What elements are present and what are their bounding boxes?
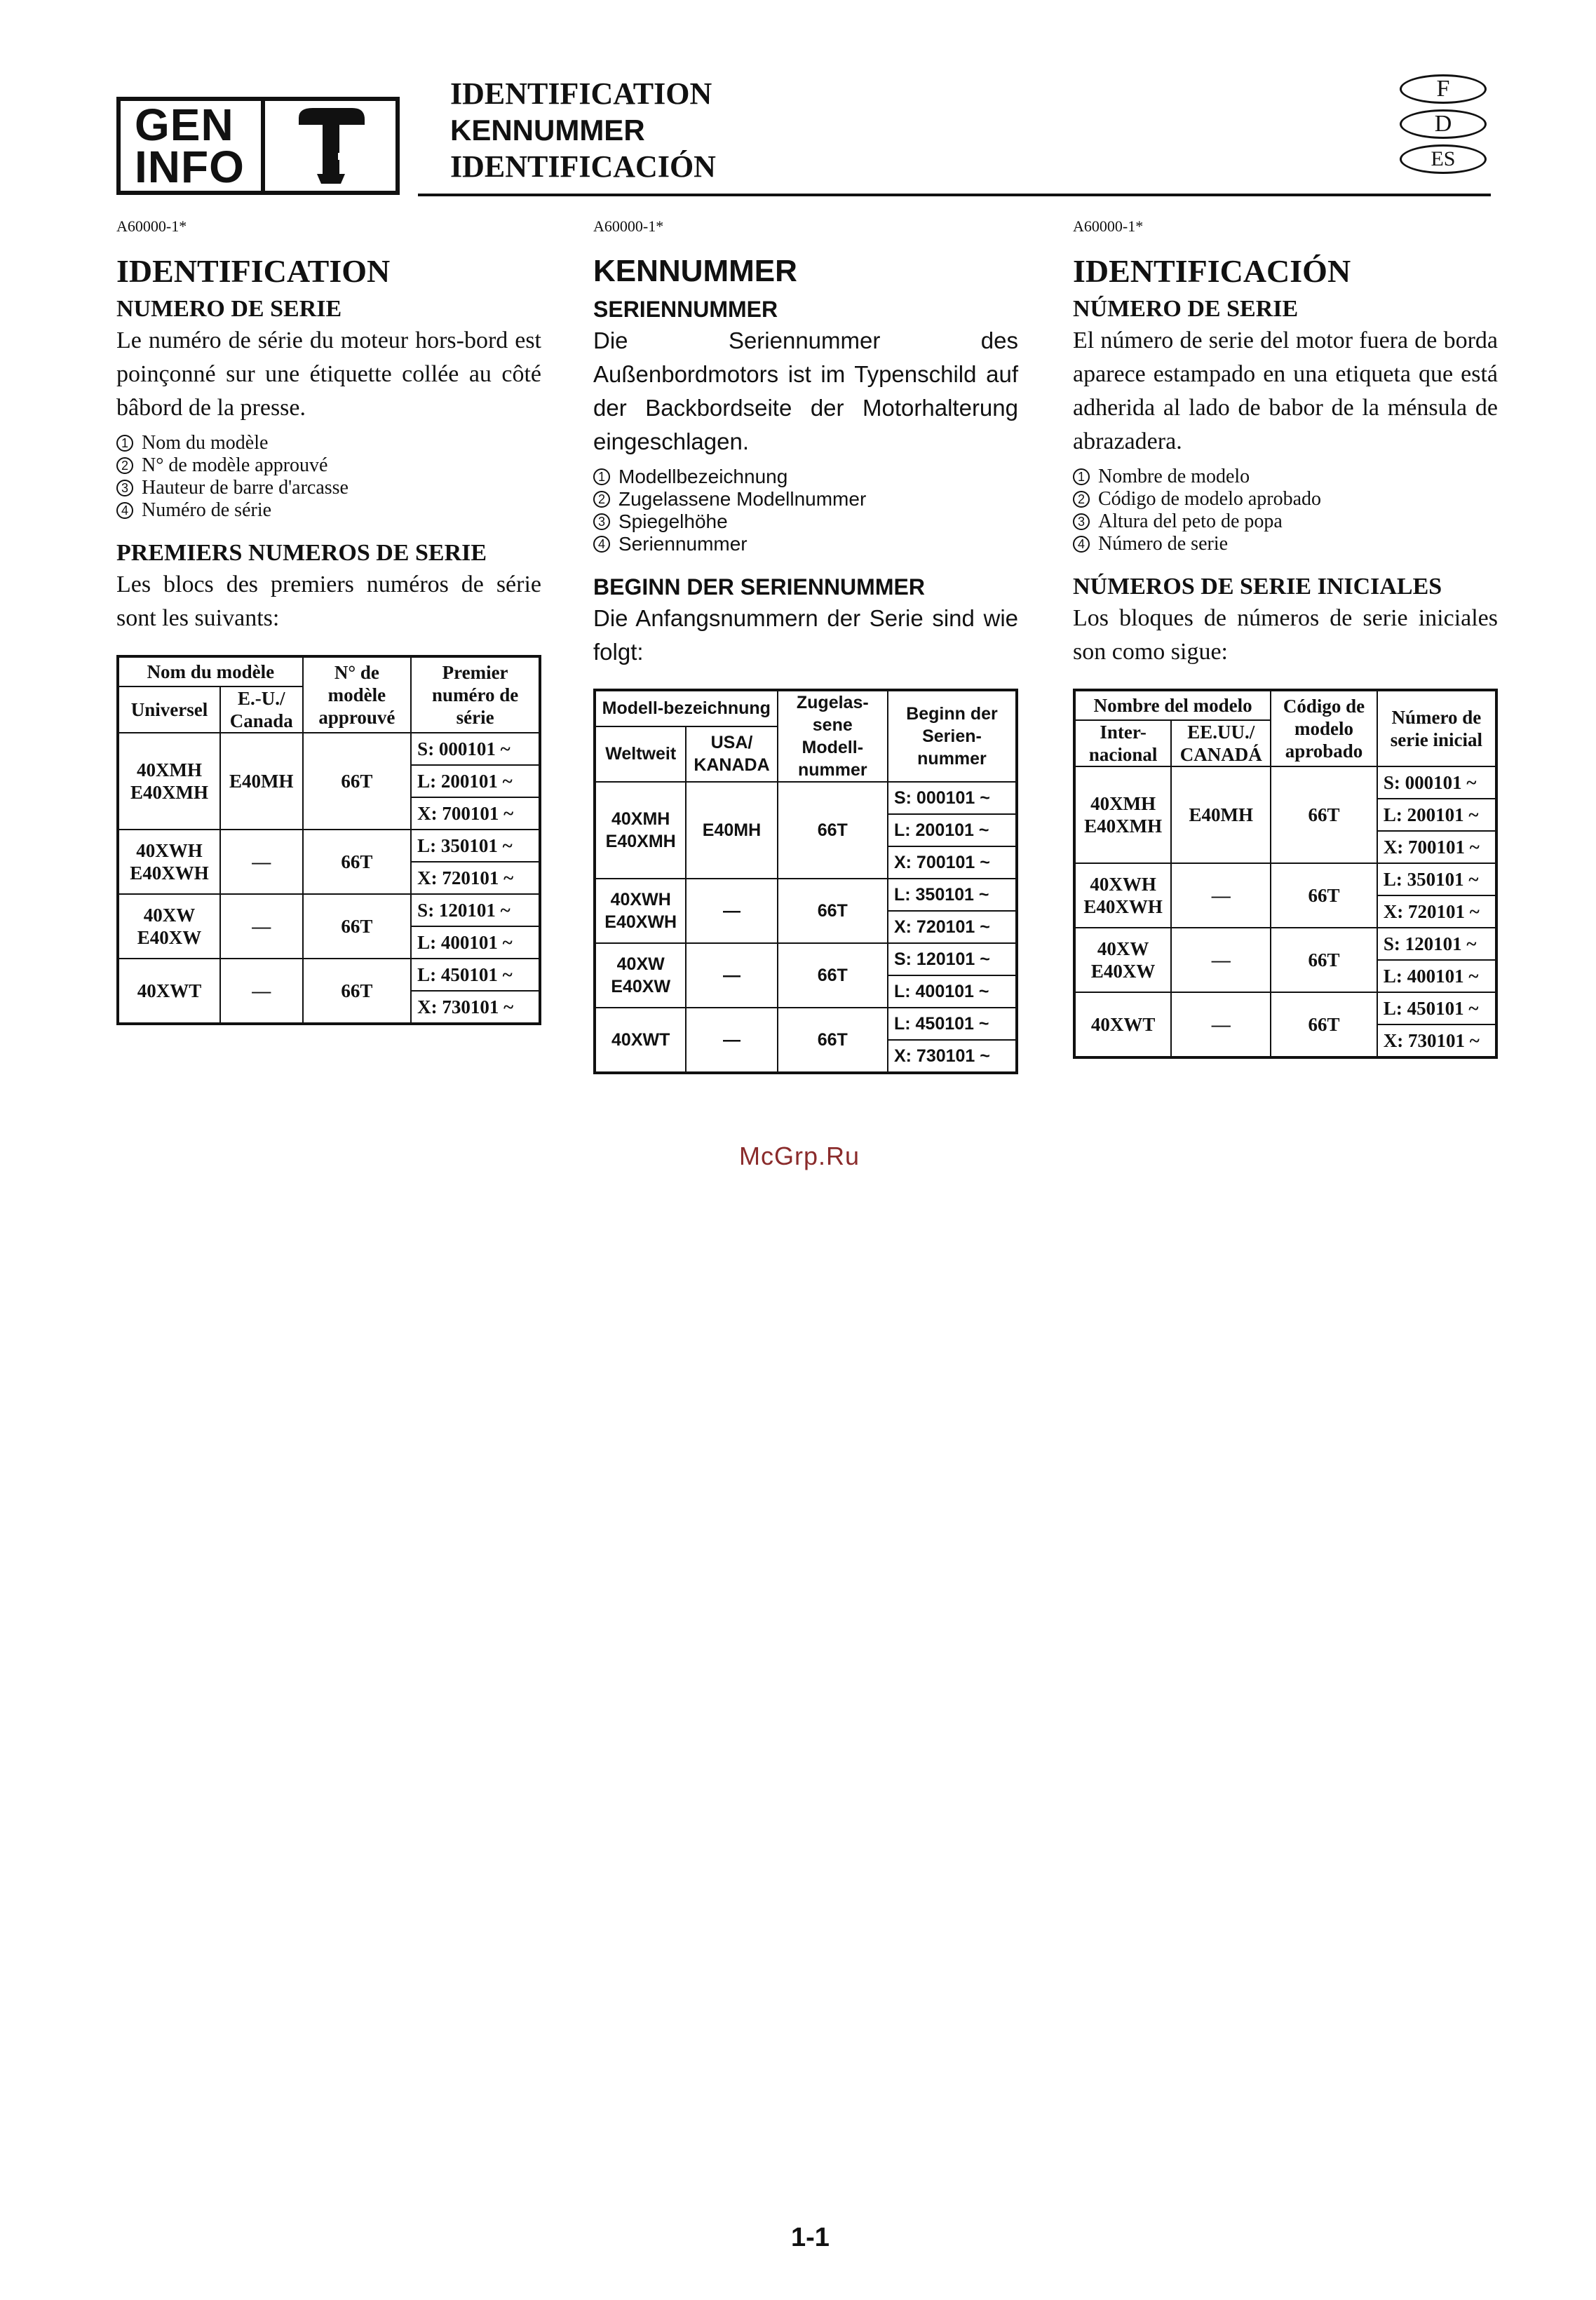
list-item: 3 Spiegelhöhe <box>593 510 1018 533</box>
badge-line-2: INFO <box>135 142 245 192</box>
cell-region-model: — <box>686 1008 777 1073</box>
cell-serial-number: S: 000101 ~ <box>1377 766 1496 799</box>
table-header-region: E.-U./ Canada <box>220 686 303 733</box>
table-row <box>595 782 1017 814</box>
table-header-universal: Universel <box>118 686 220 733</box>
cell-serial-number: X: 720101 ~ <box>411 862 540 894</box>
table-row <box>118 733 540 765</box>
section-title: IDENTIFICATION <box>116 253 391 289</box>
serial-table <box>593 689 1018 1074</box>
gen-info-badge <box>116 97 400 195</box>
cell-serial-number: X: 700101 ~ <box>888 846 1017 879</box>
cell-region-model: E40MH <box>1171 766 1271 863</box>
column-spanish <box>1073 217 1498 1059</box>
table-header-approved: Código de modelo aprobado <box>1271 690 1377 766</box>
cell-serial-number: X: 720101 ~ <box>1377 895 1496 928</box>
legend-list <box>593 466 1018 555</box>
watermark: McGrp.Ru <box>739 1142 860 1170</box>
cell-serial-number: L: 450101 ~ <box>411 959 540 991</box>
cell-region-model: E40MH <box>220 733 303 830</box>
cell-serial-number: L: 200101 ~ <box>888 814 1017 846</box>
outboard-motor-icon <box>265 101 395 191</box>
cell-region-model: — <box>1171 992 1271 1057</box>
paragraph-first-serials: Los bloques de números de serie iniciales son como sigue: <box>1073 605 1498 665</box>
table-header-row <box>595 690 1017 726</box>
cell-universal-model: 40XW E40XW <box>1074 928 1171 992</box>
subsection-title-first-serials: PREMIERS NUMEROS DE SERIE <box>116 540 487 566</box>
header-title-fr: IDENTIFICATION <box>450 76 712 111</box>
table-header-universal: Inter-nacional <box>1074 720 1171 766</box>
cell-region-model: — <box>220 894 303 959</box>
header-title-es: IDENTIFICACIÓN <box>450 149 716 184</box>
cell-universal-model: 40XWT <box>595 1008 686 1073</box>
cell-serial-number: X: 730101 ~ <box>1377 1024 1496 1057</box>
cell-approved-model: 66T <box>778 879 888 943</box>
cell-universal-model: 40XWH E40XWH <box>1074 863 1171 928</box>
cell-universal-model: 40XWT <box>1074 992 1171 1057</box>
cell-approved-model: 66T <box>778 943 888 1008</box>
cell-universal-model: 40XWT <box>118 959 220 1024</box>
table-row <box>118 894 540 926</box>
cell-universal-model: 40XWH E40XWH <box>595 879 686 943</box>
lang-badge-f: F <box>1400 74 1487 104</box>
paragraph-serial: Le numéro de série du moteur hors-bord est poinçonné sur une étiquette collée au côté bâbord de la presse. <box>116 327 541 421</box>
page-number: 1-1 <box>791 2223 830 2252</box>
table-header-serial: Número de serie inicial <box>1377 690 1496 766</box>
table-header-row <box>1074 690 1496 720</box>
lang-badge-d: D <box>1400 109 1487 139</box>
table-header-model: Nombre del modelo <box>1074 690 1271 720</box>
list-item: 4 Numéro de série <box>116 499 541 522</box>
cell-region-model: — <box>686 879 777 943</box>
cell-region-model: — <box>220 959 303 1024</box>
header-titles <box>450 76 716 185</box>
table-row <box>1074 928 1496 960</box>
cell-region-model: — <box>220 830 303 894</box>
table-row <box>595 879 1017 911</box>
section-code: A60000-1* <box>116 217 187 235</box>
list-item: 4 Seriennummer <box>593 533 1018 555</box>
cell-approved-model: 66T <box>303 733 412 830</box>
cell-approved-model: 66T <box>1271 766 1377 863</box>
table-row <box>1074 992 1496 1024</box>
paragraph-first-serials: Les blocs des premiers numéros de série sont les suivants: <box>116 571 541 631</box>
table-row <box>118 959 540 991</box>
cell-approved-model: 66T <box>303 894 412 959</box>
cell-serial-number: L: 200101 ~ <box>411 765 540 797</box>
column-german <box>593 217 1018 1074</box>
table-row <box>1074 766 1496 799</box>
section-title: KENNUMMER <box>593 254 797 288</box>
cell-serial-number: X: 700101 ~ <box>411 797 540 830</box>
list-item: 2 Zugelassene Modellnummer <box>593 488 1018 510</box>
cell-serial-number: X: 720101 ~ <box>888 911 1017 943</box>
table-header-row <box>118 656 540 686</box>
header-title-de: KENNUMMER <box>450 114 645 147</box>
header-rule <box>418 194 1491 196</box>
list-item: 2 N° de modèle approuvé <box>116 454 541 477</box>
table-row <box>1074 863 1496 895</box>
cell-approved-model: 66T <box>1271 928 1377 992</box>
list-item: 1 Nom du modèle <box>116 432 541 454</box>
cell-serial-number: S: 120101 ~ <box>1377 928 1496 960</box>
list-item: 3 Altura del peto de popa <box>1073 510 1498 533</box>
cell-serial-number: S: 000101 ~ <box>888 782 1017 814</box>
paragraph-first-serials: Die Anfangsnummern der Serie sind wie folgt: <box>593 605 1018 665</box>
cell-universal-model: 40XW E40XW <box>118 894 220 959</box>
table-row <box>118 830 540 862</box>
list-item: 4 Número de serie <box>1073 533 1498 555</box>
cell-serial-number: X: 700101 ~ <box>1377 831 1496 863</box>
cell-serial-number: X: 730101 ~ <box>411 991 540 1024</box>
serial-table <box>116 655 541 1025</box>
list-item: 1 Nombre de modelo <box>1073 466 1498 488</box>
table-header-serial: Beginn der Serien-nummer <box>888 690 1017 782</box>
table-header-model: Nom du modèle <box>118 656 303 686</box>
cell-universal-model: 40XMH E40XMH <box>1074 766 1171 863</box>
cell-serial-number: L: 450101 ~ <box>888 1008 1017 1040</box>
section-title: IDENTIFICACIÓN <box>1073 253 1351 289</box>
cell-serial-number: S: 120101 ~ <box>411 894 540 926</box>
cell-region-model: — <box>1171 928 1271 992</box>
serial-table <box>1073 689 1498 1059</box>
subsection-title-first-serials: NÚMEROS DE SERIE INICIALES <box>1073 574 1442 600</box>
cell-region-model: — <box>1171 863 1271 928</box>
section-code: A60000-1* <box>593 217 664 235</box>
table-header-model: Modell-bezeichnung <box>595 690 778 726</box>
cell-serial-number: L: 400101 ~ <box>411 926 540 959</box>
cell-approved-model: 66T <box>303 830 412 894</box>
lang-badge-es: ES <box>1400 144 1487 174</box>
paragraph-serial: Die Seriennummer des Außenbordmotors ist im Typenschild auf der Backbordseite der Motorhalterung eingeschlagen. <box>593 327 1018 454</box>
cell-serial-number: L: 450101 ~ <box>1377 992 1496 1024</box>
cell-approved-model: 66T <box>303 959 412 1024</box>
cell-serial-number: L: 350101 ~ <box>411 830 540 862</box>
table-header-serial: Premier numéro de série <box>411 656 540 733</box>
section-code: A60000-1* <box>1073 217 1144 235</box>
table-header-universal: Weltweit <box>595 726 686 782</box>
cell-serial-number: L: 350101 ~ <box>888 879 1017 911</box>
cell-serial-number: S: 120101 ~ <box>888 943 1017 975</box>
list-item: 3 Hauteur de barre d'arcasse <box>116 477 541 499</box>
cell-universal-model: 40XW E40XW <box>595 943 686 1008</box>
column-french <box>116 217 541 1025</box>
table-header-approved: N° de modèle approuvé <box>303 656 412 733</box>
legend-list <box>116 432 541 522</box>
cell-serial-number: L: 200101 ~ <box>1377 799 1496 831</box>
subsection-title-serial: SERIENNUMMER <box>593 297 778 322</box>
cell-approved-model: 66T <box>778 782 888 879</box>
cell-serial-number: L: 350101 ~ <box>1377 863 1496 895</box>
cell-approved-model: 66T <box>1271 863 1377 928</box>
cell-serial-number: S: 000101 ~ <box>411 733 540 765</box>
gen-info-text <box>121 101 265 191</box>
table-header-approved: Zugelas-sene Modell-nummer <box>778 690 888 782</box>
subsection-title-serial: NUMERO DE SERIE <box>116 296 342 322</box>
cell-universal-model: 40XMH E40XMH <box>118 733 220 830</box>
table-header-region: EE.UU./ CANADÁ <box>1171 720 1271 766</box>
table-row <box>595 1008 1017 1040</box>
cell-serial-number: X: 730101 ~ <box>888 1040 1017 1073</box>
cell-serial-number: L: 400101 ~ <box>888 975 1017 1008</box>
cell-region-model: — <box>686 943 777 1008</box>
subsection-title-serial: NÚMERO DE SERIE <box>1073 296 1299 322</box>
table-row <box>595 943 1017 975</box>
list-item: 1 Modellbezeichnung <box>593 466 1018 488</box>
subsection-title-first-serials: BEGINN DER SERIENNUMMER <box>593 574 925 600</box>
badge-line-1: GEN <box>135 100 234 150</box>
cell-universal-model: 40XMH E40XMH <box>595 782 686 879</box>
language-indicators <box>1400 74 1491 180</box>
cell-serial-number: L: 400101 ~ <box>1377 960 1496 992</box>
list-item: 2 Código de modelo aprobado <box>1073 488 1498 510</box>
cell-region-model: E40MH <box>686 782 777 879</box>
paragraph-serial: El número de serie del motor fuera de borda aparece estampado en una etiqueta que está adherida al lado de babor de la ménsula de abrazadera. <box>1073 327 1498 454</box>
cell-approved-model: 66T <box>1271 992 1377 1057</box>
table-header-region: USA/ KANADA <box>686 726 777 782</box>
legend-list <box>1073 466 1498 555</box>
cell-universal-model: 40XWH E40XWH <box>118 830 220 894</box>
cell-approved-model: 66T <box>778 1008 888 1073</box>
